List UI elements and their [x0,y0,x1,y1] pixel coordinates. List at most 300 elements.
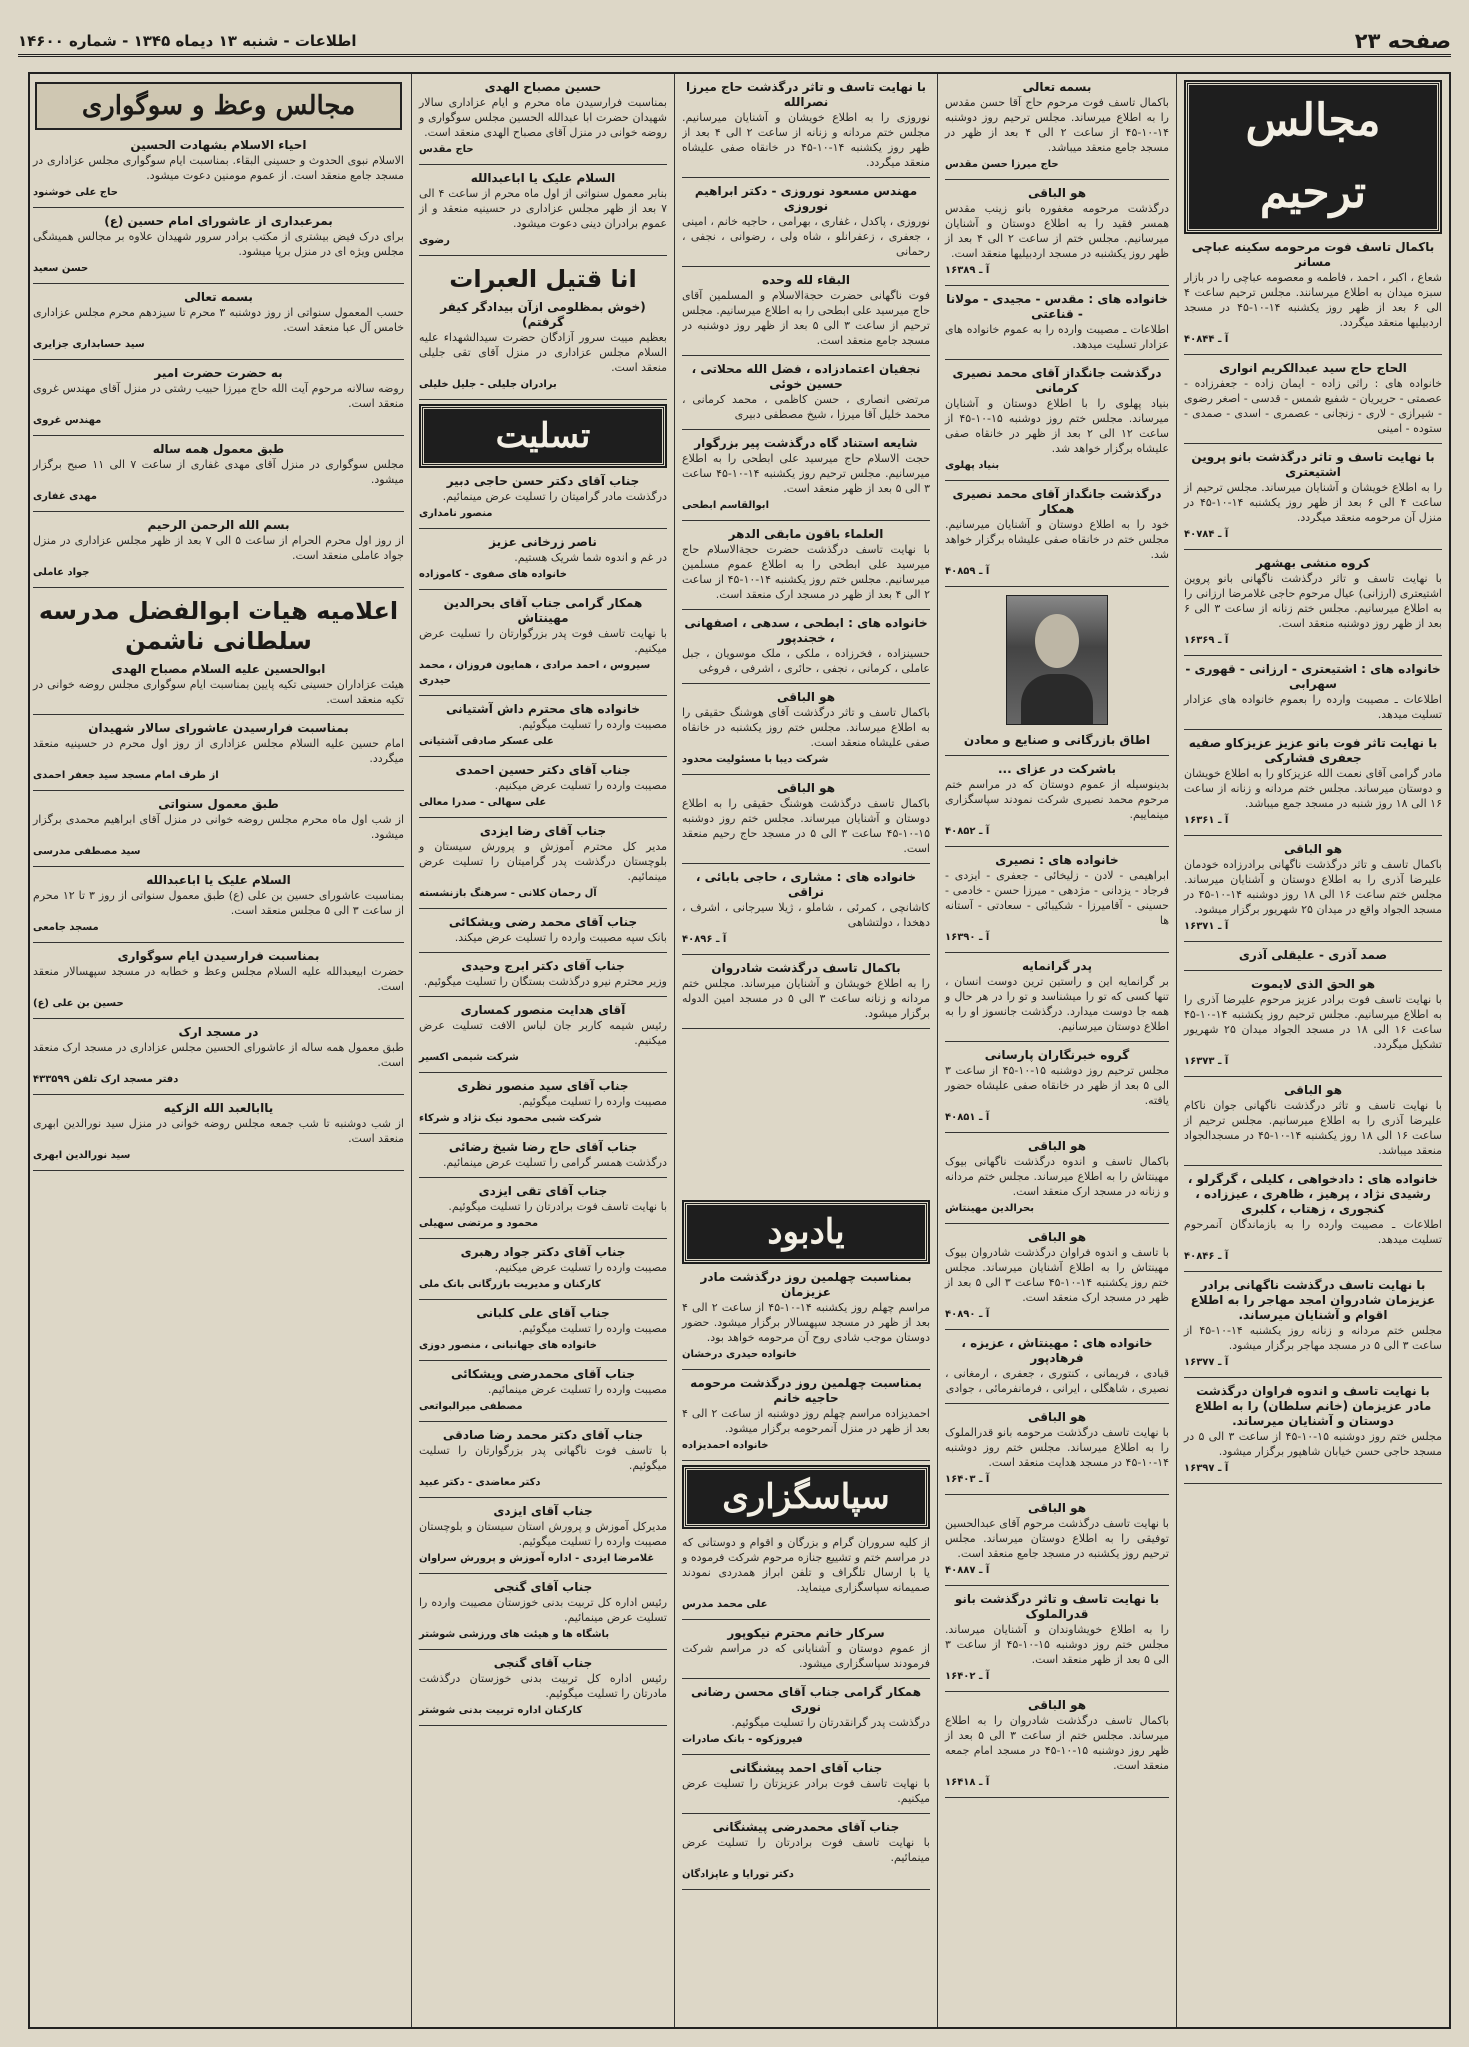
notice-divider [945,846,1169,847]
notice-divider [682,774,930,775]
notice [945,959,1169,1034]
notice [1184,948,1442,963]
notice-divider [945,179,1169,180]
notice-heading: اطاق بازرگانی و صنایع و معادن [963,733,1151,747]
page-frame [28,72,1451,2029]
notice [682,1270,930,1362]
notice-heading: هو الباقی [1027,1139,1087,1153]
notice-divider [1184,655,1442,656]
notice [945,853,1169,945]
notice [1184,977,1442,1069]
notice-signature: ابوالقاسم ابطحی [682,500,769,511]
notice-heading: شایعه استناد گاه درگذشت پیر بزرگوار [694,436,918,450]
notice-signature: علی محمد مدرس [682,1599,768,1610]
notice-body: از شب اول ماه محرم مجلس روضه خوانی در منزل آقای ابراهیم محمدی برگزار میشود. [33,813,404,841]
masthead [18,28,1451,57]
notice-body: در غم و اندوه شما شریک هستیم. [514,551,667,564]
notice-signature: شرکت دیبا با مسئولیت محدود [682,754,829,765]
notice-signature: شرکت شبی محمود نیک نژاد و شرکاء [419,1113,602,1124]
notice-signature: برادران جلیلی - جلیل خلیلی [419,379,557,390]
notice-heading: کروه منشی بهشهر [1255,556,1371,570]
notice-body: مادر گرامی آقای نعمت الله عزیزکاو را به اطلاع خویشان و دوستان میرساند. مجلس ختم مردانه و زنانه از ساعت ۱۶ الی ۱۸ روز شنبه در مسجد جمع میباشد. [1184,767,1442,810]
notice-body: از روز اول محرم الحرام از ساعت ۵ الی ۷ بعد از ظهر مجلس عزاداری در منزل جواد عاملی منعقد است. [33,534,404,562]
notice-heading: بسم الله الرحمن الرحیم [147,518,290,532]
notice-signature: آ ـ ۱۶۳۷۱ [1184,921,1229,932]
notice [682,1535,930,1612]
notice-body: مجلس ختم مردانه و زنانه روز یکشنبه ۱۴-۱۰-۴۵ از ساعت ۳ الی ۵ در مسجد مهاجر برگزار میشود. [1184,1324,1442,1352]
notice-signature: مهندس غروی [33,415,102,426]
notice-signature: مهدی غفاری [33,491,97,502]
notice [945,1698,1169,1790]
notice [945,1230,1169,1322]
notice [419,1580,667,1642]
notice-divider [945,1132,1169,1133]
notice-body: باکمال تاسف و تاثر درگذشت آقای هوشنگ حقیقی را به اطلاع میرساند. مجلس ختم روز یکشنبه در خانقاه صفی علیشاه منعقد است. [682,706,930,749]
issue-line: اطلاعات - شنبه ۱۳ دیماه ۱۳۴۵ - شماره ۱۴۶۰۰ [18,32,357,50]
section-banner-tarhim: مجالس ترحیم [1186,82,1440,232]
notice-body: مجلس ختم روز دوشنبه ۱۵-۱۰-۴۵ از ساعت ۳ الی ۵ در مسجد حاجی حسن خیابان شاهپور برگزار میشود. [1184,1430,1443,1458]
notice-signature: غلامرضا ایزدی - اداره آموزش و پرورش سراوان [419,1553,655,1564]
notice [945,1410,1169,1487]
notice-heading: در مسجد ارک [178,1025,259,1039]
notice-divider [945,1403,1169,1404]
notice-divider [682,355,930,356]
notice-heading: جناب آقای محمدرضی پیشنگانی [712,1820,900,1834]
notice-divider [945,1585,1169,1586]
notice-body: مدیر کل محترم آموزش و پرورش سیستان و بلوچستان درگذشت پدر گرامیتان را تسلیت عرض مینمائیم. [419,840,667,883]
notice-body: امام حسین علیه السلام مجلس عزاداری از روز اول محرم در حسینیه منعقد میگردد. [33,737,404,765]
notice-signature: آ ـ ۴۰۸۵۹ [945,566,990,577]
notice [1184,662,1442,722]
notice-signature: آ ـ ۱۶۳۹۰ [945,932,990,943]
notice-signature: حاج علی خوشنود [33,187,118,198]
notice-body: با نهایت تاسف فوت برادر عزیز مرحوم علیرضا آذری را به اطلاع میرسانیم. مجلس ترحیم روز یکشنبه ۱۴-۱۰-۴۵ ساعت ۱۶ الی ۱۸ در مسجد الجواد میدان ۲۵ شهریور تشکیل میگردد. [1184,993,1442,1051]
notice-signature: حاج مقدس [419,144,474,155]
notice-body: حجت الاسلام حاج میرسید علی ابطحی را به اطلاع میرسانیم. مجلس ترحیم روز یکشنبه ۱۴-۱۰-۴۵ ساعت ۳ الی ۵ بعد از ظهر منعقد است. [682,452,930,495]
notice-divider [682,1813,930,1814]
notices-col2-a [945,80,1169,587]
notice-divider [1184,1377,1442,1378]
notice [33,518,404,580]
notice-divider [682,1619,930,1620]
notice-heading: باکمال تاسف درگذشت شادروان [711,961,901,975]
notice-body: بنابر معمول سنواتی از اول ماه محرم از ساعت ۴ الی ۷ بعد از ظهر مجلس عزاداری در حسینیه منعقد و از عموم برادران دینی دعوت میشود. [419,187,667,230]
notice-body: مصیبت وارده را تسلیت میگوئیم. [518,718,667,731]
notice-divider [419,528,667,529]
notice-body: با نهایت تاسف درگذشت حضرت حجةالاسلام حاج میرسید علی ابطحی را به اطلاع عموم مسلمین میرسانیم. مجلس ختم روز یکشنبه ۱۴-۱۰-۴۵ از ساعت ۲ الی ۴ بعد از ظهر در مسجد ارک منعقد است. [682,543,930,601]
notice [33,797,404,859]
notice-signature: کارکنان و مدیریت بازرگانی بانک ملی [419,1279,601,1290]
notice-signature: آ ـ ۱۶۳۷۳ [1184,1056,1229,1067]
notice [1184,450,1442,542]
notice [1184,1278,1442,1370]
notice-divider [33,587,404,588]
notice [33,214,404,276]
notice-body: مصیبت وارده را تسلیت میگوئیم. [518,1322,667,1335]
notice-signature: خانواده های جهانبانی ، منصور دوزی [419,1340,597,1351]
notice-body: مدیرکل آموزش و پرورش استان سیستان و بلوچستان مصیبت وارده را تسلیت میگوئیم. [419,1520,667,1548]
notice-signature: بنیاد پهلوی [945,460,1000,471]
notice-body: بانک سپه مصیبت وارده را تسلیت عرض میکند. [454,931,667,944]
notice-signature: از طرف امام مسجد سید جعفر احمدی [33,770,219,781]
notice-signature: حسین بن علی (ع) [33,998,124,1009]
notice-signature: آ ـ ۱۶۳۶۱ [1184,815,1229,826]
notice-heading: با نهایت تاسف درگذشت ناگهانی برادر عزیزمان شادروان امجد مهاجر را به اطلاع اقوام و آشنایان میرساند. [1190,1278,1436,1322]
notice-heading: جناب آقای دکتر جواد رهبری [460,1245,626,1259]
notice [682,961,930,1021]
notice [419,1367,667,1414]
notice [945,487,1169,579]
notice [419,1003,667,1065]
notice-signature: منصور نامداری [419,508,493,519]
notice-body: رئیس اداره کل تربیت بدنی خوزستان مصیبت وارده را تسلیت عرض مینمائیم. [419,1596,667,1624]
notice [682,781,930,856]
notice-signature: سید نورالدین ابهری [33,1150,131,1161]
notice [419,1504,667,1566]
notice-body: هیئت عزاداران حسینی تکیه پایین بمناسبت ایام سوگواری مجلس روضه خوانی در تکیه منعقد است. [33,678,404,706]
notice-signature: آ ـ ۴۰۸۸۷ [945,1565,990,1576]
notice-heading: آقای هدایت منصور کمساری [460,1003,626,1017]
notice-body: مصیبت وارده را تسلیت عرض مینمائیم. [487,1383,667,1396]
notice-heading: ناصر زرخانی عزیز [489,535,597,549]
notice-divider [419,952,667,953]
notice-body: حسینزاده ، فخرزاده ، ملکی ، ملک موسویان ، جبل عاملی ، کرمانی ، نجفی ، حائری ، اشرفی ، فروغی [682,647,930,675]
notice [419,1656,667,1718]
column-rule [937,74,938,2027]
notice-divider [419,756,667,757]
notice-heading: صمد آذری - علیقلی آذری [1238,948,1388,962]
notice-signature: حسن سعید [33,263,89,274]
notice-body: الاسلام نبوی الحدوث و حسینی البقاء. بمناسبت ایام سوگواری مجلس عزاداری در مسجد جامع منعقد است. از عموم مومنین دعوت میشود. [33,154,404,182]
notice-heading: جناب آقای علی کلبانی [476,1306,610,1320]
notice-signature: محمود و مرتضی سهیلی [419,1218,539,1229]
notice-signature: آ ـ ۴۰۷۸۴ [1184,529,1229,540]
notice-heading: خانواده های : اشتیعتری - ارزانی - قهوری - سهرابی [1185,662,1441,691]
notice [419,702,667,749]
notice-heading: السلام علیک یا اباعبدالله [146,873,291,887]
notice-divider [33,714,404,715]
notice-heading: هو الباقی [1027,1230,1087,1244]
notice-heading: هو الباقی [776,690,836,704]
notices-col4-c [419,474,667,1726]
notice [682,80,930,170]
notices-col3 [682,80,930,1200]
notice-heading: با نهایت تاسف و تاثر درگذشت بانو پروین اشتیعتری [1191,450,1435,479]
notice-divider [945,1691,1169,1692]
notice-divider [1184,354,1442,355]
section-title-vaz: مجالس وعظ و سوگواری [35,82,402,130]
notice-divider [419,1497,667,1498]
notice-divider [1184,729,1442,730]
notice-divider [1184,835,1442,836]
notice-divider [945,755,1169,756]
notice-body: ابراهیمی - لادن - زلیخائی - جعفری - ایزدی - فرجاد - یزدانی - مژدهی - میرزا حسن - خادمی - حسینی - آقامیرزا - شکیبائی - سعادتی - آستانه ها [945,869,1169,927]
notice-heading: البقاء لله وحده [762,273,850,287]
notice [945,1336,1169,1396]
notice [419,80,667,157]
notice-heading: درگذشت جانگداز آقای محمد نصیری کرمانی [952,366,1162,395]
column-rule [1176,74,1177,2027]
notice [419,1306,667,1353]
notice-heading: بمناسبت چهلمین روز درگذشت مادر عزیزمان [700,1270,912,1299]
notice-signature: آ ـ ۴۰۸۵۱ [945,1112,990,1123]
notice-heading: طبق معمول سنواتی [158,797,279,811]
notice-divider [945,1797,1169,1798]
notice-divider [33,790,404,791]
notice-heading: جناب آقای دکتر ابرج وحیدی [461,959,625,973]
notice [682,616,930,676]
notice-divider [419,1725,667,1726]
notice-heading: مهندس مسعود نوروزی - دکتر ابراهیم نوروزی [694,184,918,213]
notice-divider [1184,1483,1442,1484]
notice-divider [682,429,930,430]
notice-divider [945,285,1169,286]
notice [419,915,667,945]
notice-signature: دکتر معاضدی - دکتر عبید [419,1477,541,1488]
notice-heading: احیاء الاسلام بشهادت الحسین [130,138,307,152]
notice [682,273,930,348]
notice-body: درگذشت مادر گرامیتان را تسلیت عرض مینمائیم. [442,490,667,503]
notice [33,366,404,428]
notice-signature: آ ـ ۱۶۴۰۲ [945,1671,990,1682]
notice-heading: بمناسبت فرارسیدن عاشورای سالار شهیدان [88,721,349,735]
notice [945,186,1169,278]
notice [945,366,1169,473]
notice [682,870,930,947]
column-rule [674,74,675,2027]
notice-signature: دفتر مسجد ارک تلفن ۴۳۳۵۹۹ [33,1074,179,1085]
notice-signature: رضوی [419,235,450,246]
notice-heading: جناب آقای محمد رضی ویشکائی [448,915,638,929]
notice-heading: با نهایت تاسف و تاثر درگذشت حاج میرزا نصرالله [685,80,927,109]
notice [419,474,667,521]
notice-body: مراسم چهلم روز یکشنبه ۱۴-۱۰-۴۵ از ساعت ۲ الی ۴ بعد از ظهر در مسجد سپهسالار برگزار میشود. حضور دوستان موجب شادی روح آن مرحومه خواهد بود. [682,1301,931,1344]
notice-heading: به حضرت حضرت امیر [154,366,283,380]
notice-divider [419,1238,667,1239]
notice-signature: باشگاه ها و هیئت های ورزشی شوشتر [419,1629,610,1640]
notice-heading: جناب آقای محمدرضی ویشکائی [450,1367,636,1381]
section-banner-yadbud: یادبود [684,1202,928,1262]
notice-body: با نهایت تاسف فوت برادر عزیزتان را تسلیت عرض میکنیم. [682,1777,930,1805]
notice [945,292,1169,352]
notice-signature: خانواده احمدیزاده [682,1440,769,1451]
notice-signature: جواد عاملی [33,567,90,578]
notice [419,824,667,901]
notice-heading: جناب آقای دکتر حسین احمدی [455,763,631,777]
notice-divider [33,207,404,208]
notice-heading: با نهایت تاسف و تاثر درگذشت بانو قدرالملوک [954,1592,1160,1621]
notice-heading: جناب آقای رضا ایزدی [479,824,607,838]
notice [419,1140,667,1170]
notice-body: از عموم دوستان و آشنایانی که در مراسم شرکت فرمودند سپاسگزاری میشود. [682,1642,930,1670]
notice-body: با نهایت تاسف فوت برادرتان را تسلیت میگوئیم. [448,1200,667,1213]
notice-divider [682,1028,930,1029]
notice-divider [419,1072,667,1073]
notice-divider [419,164,667,165]
notice-body: با نهایت تاسف درگذشت مرحومه بانو قدرالملوک را به اطلاع میرساند. مجلس ختم روز دوشنبه ۱۴-۱۰-۴۵ در مسجد هدایت منعقد است. [945,1426,1169,1469]
notice-divider [33,1170,404,1171]
notice-body: درگذشت همسر گرامی را تسلیت عرض مینمائیم. [442,1156,667,1169]
notice-signature: خانواده های صفوی - کاموزاده [419,569,567,580]
notice [945,1592,1169,1684]
notice-heading: جناب آقای تقی ایزدی [478,1184,608,1198]
notice-heading: جناب آقای حاج رضا شیخ رضائی [448,1140,638,1154]
notice-divider [682,609,930,610]
notice [33,290,404,352]
notice-heading: هو الباقی [1283,1083,1343,1097]
notice [1184,556,1442,648]
notice [33,721,404,783]
notice [945,1048,1169,1125]
notice-divider [419,255,667,256]
notice-heading: بمناسبت فرارسیدن ایام سوگواری [117,949,320,963]
notice-divider [682,954,930,955]
notice-heading: با نهایت تاثر فوت بانو عزیز عزیزکاو صفیه جعفری فشارکی [1188,736,1438,765]
notice-heading: هو الحق الذی لایموت [1250,977,1376,991]
notice-signature: آ ـ ۴۰۸۴۴ [1184,334,1229,345]
notice [33,1025,404,1087]
notice-body: بمناسبت عاشورای حسین بن علی (ع) طبق معمول سنواتی از روز ۳ تا ۱۲ محرم از ساعت ۳ الی ۵ مجلس منعقد است. [33,889,404,917]
notice [419,535,667,582]
notice-divider [33,435,404,436]
notice-signature: سید مصطفی مدرسی [33,846,141,857]
notice-heading: خانواده های : ابطحی ، سدهی ، اصفهانی ، خجندپور [684,616,928,645]
notice-heading: هو الباقی [1027,1410,1087,1424]
notice [419,1428,667,1490]
notice-body: حسب المعمول سنواتی از روز دوشنبه ۳ محرم تا سیزدهم محرم مجلس عزاداری خامس آل عبا منعقد است. [33,306,404,334]
notice [945,80,1169,172]
notice [682,362,930,422]
notice-body: خانواده های : راثی زاده - ایمان زاده - جعفرزاده - عصمتی - حریریان - شفیع شمس - قدسی - اصغر رضوی - شیرازی - لاری - زنجانی - عصمری - اسدی - صمدی - ستوده - امینی [1184,377,1442,435]
notice-signature: آ ـ ۱۶۳۶۹ [1184,635,1229,646]
notice-signature: آل رحمان کلانی - سرهنگ بازنشسته [419,888,597,899]
notice-body: با تاسف و اندوه فراوان درگذشت شادروان بیوک مهینتاش را به اطلاع آشنایان میرساند. مجلس ختم روز یکشنبه ۱۴-۱۰-۴۵ ساعت ۳ الی ۵ بعد از ظهر در مسجد ارک منعقد است. [945,1246,1169,1304]
notice-signature: علی عسکر صادقی آشتیانی [419,736,554,747]
notice-divider [419,996,667,997]
notice-divider [33,866,404,867]
notice [682,527,930,602]
notice-divider [945,1041,1169,1042]
notice-divider [33,511,404,512]
notice-body: وزیر محترم نیرو درگذشت بستگان را تسلیت میگوئیم. [423,975,667,988]
notice-divider [419,908,667,909]
notice-signature: آ ـ ۱۶۳۸۹ [945,265,990,276]
notice [1184,1083,1442,1158]
notice [419,959,667,989]
notice-body: مصیبت وارده را تسلیت میگوئیم. [518,1095,667,1108]
notice-signature: آ ـ ۴۰۸۵۲ [945,826,990,837]
notice-divider [682,1754,930,1755]
notice-heading: خانواده های : نصیری [995,853,1119,867]
notice-heading: بسمه تعالی [1022,80,1092,94]
notice-heading: درگذشت جانگداز آقای محمد نصیری همکار [952,487,1162,516]
notice-body: نوروزی ، پاکدل ، غفاری ، بهرامی ، حاجیه خانم ، امینی ، جعفری ، زعفرانلو ، شاه ولی ، رضوانی ، نجفی ، رحمانی [682,215,930,258]
notice-divider [419,1177,667,1178]
notice-signature: آ ـ ۱۶۳۹۷ [1184,1463,1229,1474]
notice-divider [419,1133,667,1134]
notice [419,1184,667,1231]
notice-body: اطلاعات ـ مصیبت وارده را به بازماندگان آنمرحوم تسلیت میدهد. [1184,1218,1442,1246]
notice-body: رئیس شیمه کاربر جان لباس الافت تسلیت عرض میکنیم. [419,1019,667,1047]
notice-body: درگذشت پدر گرانقدرتان را تسلیت میگوئیم. [731,1716,930,1729]
notice-signature: سیروس ، احمد مرادی ، همایون فروزان ، محمد حیدری [419,660,651,686]
notice-divider [419,1573,667,1574]
notice-divider [33,283,404,284]
notice-signature: آ ـ ۴۰۸۹۶ [682,934,727,945]
notice [682,184,930,259]
notice [419,596,667,688]
notice-body: باکمال تاسف فوت مرحوم حاج آقا حسن مقدس را به اطلاع میرساند. مجلس ترحیم روز دوشنبه ۱۴-۱۰-۴۵ از ساعت ۲ الی ۴ بعد از ظهر در مسجد جامع منعقد میباشد. [945,96,1169,154]
notice-body: احمدیزاده مراسم چهلم روز دوشنبه از ساعت ۲ الی ۴ بعد از ظهر در منزل آنمرحومه برگزار میشود. [682,1407,930,1435]
notice-divider [1184,1271,1442,1272]
notices-col5-b [33,662,404,1171]
notice-body: مصیبت وارده را تسلیت عرض میکنیم. [494,1261,667,1274]
notice-heading: جناب آقای ایزدی [493,1504,593,1518]
notice-body: حضرت ابیعبدالله علیه السلام مجلس وعظ و خطابه در مسجد سپهسالار منعقد است. [33,965,404,993]
notice-body: درگذشت مرحومه مغفوره بانو زینب مقدس همسر فقید را به اطلاع دوستان و آشنایان میرسانیم. مجلس ختم از ساعت ۲ الی ۴ بعد از ظهر روز یکشنبه در مسجد اردبیلیها منعقد است. [945,202,1169,260]
notice-body: از کلیه سروران گرام و بزرگان و اقوام و دوستانی که در مراسم ختم و تشییع جنازه مرحوم شرکت فرموده و یا با ارسال تلگراف و تلفن ابراز همدردی نمودند صمیمانه سپاسگزاری مینماید. [682,1536,930,1594]
notice [33,442,404,504]
notice-body: بنیاد پهلوی را با اطلاع دوستان و آشنایان میرساند. مجلس ختم روز دوشنبه ۱۵-۱۰-۴۵ از ساعت ۱۲ الی ۲ بعد از ظهر در خانقاه صفی علیشاه برگزار خواهد شد. [945,397,1169,455]
notice-heading: با نهایت تاسف و اندوه فراوان درگذشت مادر عزیزمان (خانم سلطان) را به اطلاع دوستان و آشنایان میرساند. [1194,1384,1432,1428]
notice-body: باکمال تاسف و اندوه درگذشت ناگهانی بیوک مهینتاش را به اطلاع میرساند. مجلس ختم مردانه و زنانه در مسجد ارک منعقد است. [945,1155,1169,1198]
notice-body: قبادی ، فریمانی ، کنتوری ، جعفری ، ارمغانی ، نصیری ، شاهگلی ، ایرانی ، فرمانفرمائی ، جوادی [945,1367,1169,1395]
notice-body: باکمال تاسف و تاثر درگذشت ناگهانی برادرزاده خودمان علیرضا آذری را به اطلاع دوستان و آشنایان میرساند. مجلس ختم ساعت ۱۶ الی ۱۸ روز دوشنبه ۱۴-۱۰-۴۵ در مسجد الجواد واقع در میدان ۲۵ شهریور برگزار میشود. [1184,858,1442,916]
notice-body: فوت ناگهانی حضرت حجةالاسلام و المسلمین آقای حاج میرسید علی ابطحی را به اطلاع میرسانیم. مجلس ترحیم از ساعت ۳ الی ۵ بعد از ظهر روز دوشنبه در مسجد جامع منعقد است. [682,289,930,347]
notice-body: مصیبت وارده را تسلیت عرض میکنیم. [494,779,667,792]
notice-divider [682,863,930,864]
notice-signature: آ ـ ۱۶۴۰۳ [945,1474,990,1485]
notice-heading: باشرکت در عزای ... [997,762,1116,776]
notice [945,1139,1169,1216]
notice [419,1079,667,1126]
notice [419,1245,667,1292]
notice-body: برای درک فیض بیشتری از مکتب برادر سرور شهیدان علاوه بر مجالس همیشگی مجلس ویژه ای در منزل برپا میشود. [33,230,404,258]
notice [682,690,930,767]
column-rule [411,74,412,2027]
notice-heading: جناب آقای دکتر حسن حاجی دبیر [446,474,640,488]
notice-heading: (خوش بمظلومی ازآن بیدادگر کیفر گرفتم) [440,300,646,329]
page-number: صفحه ۲۳ [1354,29,1451,53]
notice-heading: بسمه تعالی [184,290,253,304]
notice-body: باکمال تاسف درگذشت شادروان را به اطلاع میرساند. مجلس ختم از ساعت ۳ الی ۵ بعد از ظهر روز دوشنبه ۱۵-۱۰-۴۵ در مسجد امام جمعه منعقد است. [945,1714,1169,1772]
notice-heading: جناب آقای دکتر محمد رضا صادقی [442,1428,644,1442]
notice-body: طبق معمول همه ساله از عاشورای الحسین مجلس عزاداری در مسجد ارک منعقد است. [33,1041,404,1069]
notice-divider [1184,941,1442,942]
notice-divider [1184,1076,1442,1077]
notice-divider [682,1460,930,1461]
notice [945,762,1169,839]
notice-heading: جناب آقای احمد پیشنگانی [729,1761,883,1775]
notice [682,1626,930,1671]
notice-divider [33,1018,404,1019]
column-2 [938,74,1176,2027]
notice-heading: هو الباقی [1027,1501,1087,1515]
notice [1184,1172,1442,1264]
notice-divider [419,589,667,590]
notice-body: با تاسف فوت ناگهانی پدر بزرگوارتان را تسلیت میگوئیم. [419,1444,667,1472]
notice-divider [945,952,1169,953]
notice [1184,361,1442,436]
notice-divider [682,1678,930,1679]
notice-body: نوروزی را به اطلاع خویشان و آشنایان میرسانیم. مجلس ختم مردانه و زنانه از ساعت ۲ الی ۴ بعد از ظهر روز یکشنبه ۱۴-۱۰-۴۵ در خانقاه صفی علیشاه منعقد میگردد. [682,111,930,169]
notice-heading: هو الباقی [1027,1698,1087,1712]
notice-signature: حاج میرزا حسن مقدس [945,159,1059,170]
notice-divider [419,399,667,400]
notice [33,1101,404,1163]
notice-body: اطلاعات ـ مصیبت وارده را به عموم خانواده های عزادار تسلیت میدهد. [945,323,1169,351]
notice-body: مرتضی انصاری ، حسن کاظمی ، محمد کرمانی ، محمد خلیل آقا میرزا ، شیخ مصطفی دبیری [682,393,930,421]
